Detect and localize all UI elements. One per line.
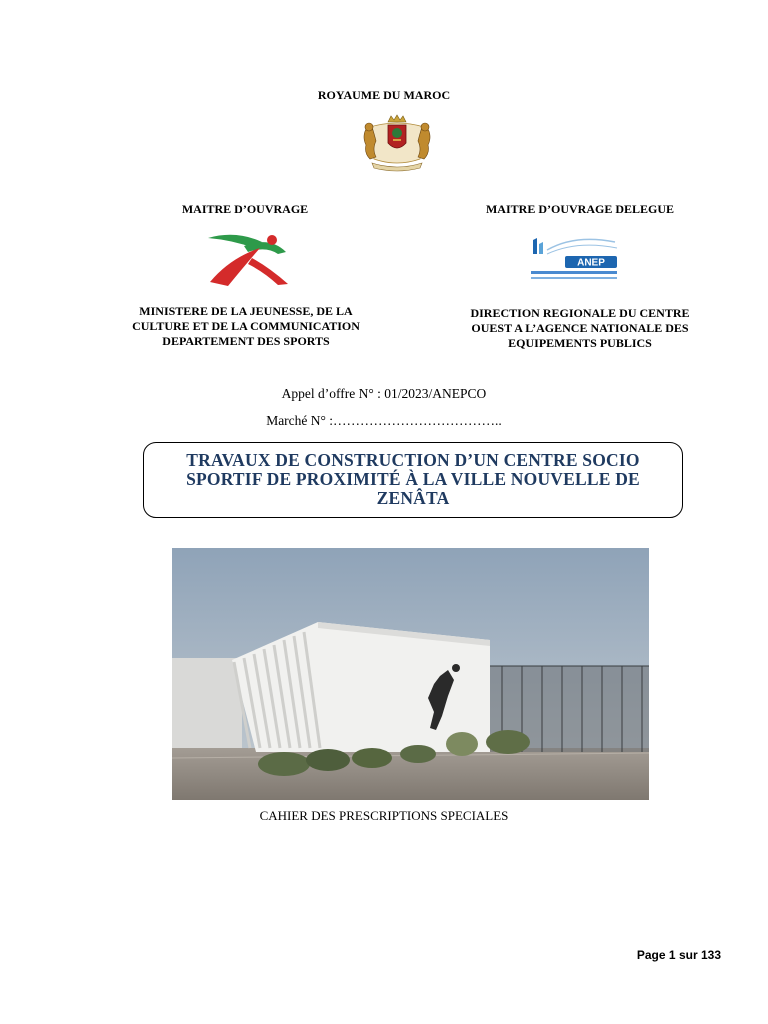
page-total: 133 <box>700 948 721 962</box>
page-current: 1 <box>668 948 676 962</box>
page-sep: sur <box>678 948 698 962</box>
project-title <box>164 451 662 508</box>
project-title-line: SPORTIF DE PROXIMITÉ À LA VILLE NOUVELLE DE <box>186 469 640 489</box>
ministry-line: CULTURE ET DE LA COMMUNICATION <box>132 319 360 333</box>
document-type: CAHIER DES PRESCRIPTIONS SPECIALES <box>259 808 509 823</box>
anep-logo-text: ANEP <box>577 257 605 269</box>
project-title-line: TRAVAUX DE CONSTRUCTION D’UN CENTRE SOCIO <box>186 450 640 470</box>
owner-label: MAITRE D’OUVRAGE <box>181 202 309 216</box>
direction-line: OUEST A L’AGENCE NATIONALE DES <box>471 321 689 335</box>
kingdom-title: ROYAUME DU MAROC <box>317 88 451 102</box>
direction-description <box>440 306 720 351</box>
anep-logo <box>525 230 620 288</box>
tender-number: Appel d’offre N° : 01/2023/ANEPCO <box>281 386 487 401</box>
marche-number: Marché N° :……………………………….. <box>266 413 502 428</box>
project-title-line: ZENÂTA <box>376 488 450 508</box>
delegate-owner-label: MAITRE D’OUVRAGE DELEGUE <box>485 202 674 216</box>
direction-line: DIRECTION REGIONALE DU CENTRE <box>470 306 690 320</box>
ministry-line: DEPARTEMENT DES SPORTS <box>162 334 330 348</box>
project-title-box <box>143 442 683 518</box>
building-rendering-image <box>172 548 649 800</box>
direction-line: EQUIPEMENTS PUBLICS <box>508 336 652 350</box>
ministry-logo <box>200 228 296 288</box>
coat-of-arms-emblem <box>358 113 436 173</box>
page-word: Page <box>636 948 666 962</box>
ministry-line: MINISTERE DE LA JEUNESSE, DE LA <box>139 304 353 318</box>
page-number <box>600 948 721 962</box>
ministry-description <box>100 304 392 349</box>
